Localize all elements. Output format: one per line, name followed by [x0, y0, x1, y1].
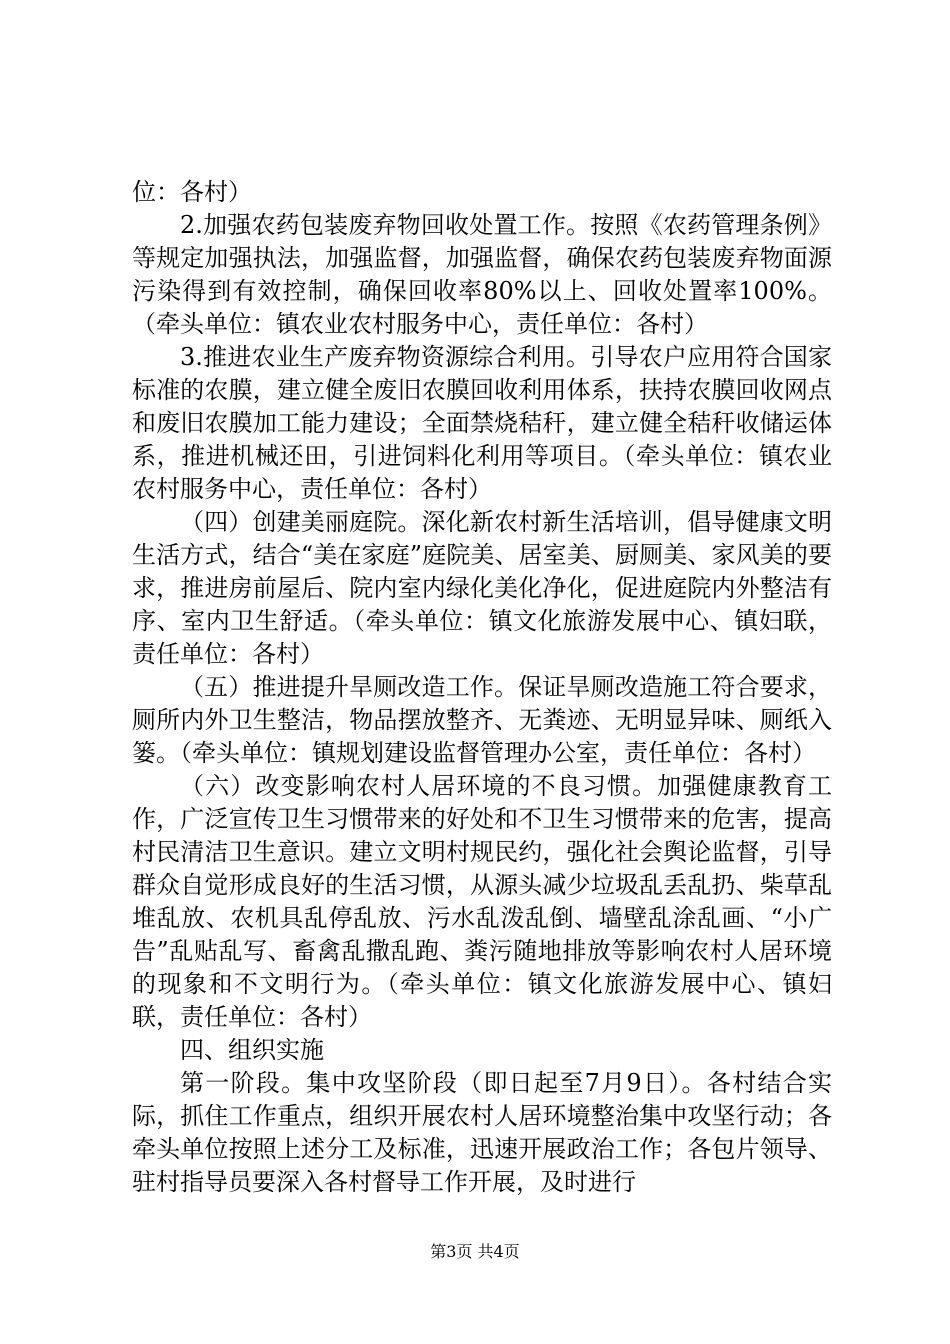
- paragraph-continuation: 位：各村）: [132, 178, 252, 206]
- paragraph-phase-one: 第一阶段。集中攻坚阶段（即日起至7月9日）。各村结合实际，抓住工作重点，组织开展农村人居环境整治集中攻坚行动；各牵头单位按照上述分工及标准，迅速开展政治工作；各包片领导、驻村指导员要深入各村督导工作开展，及时进行: [132, 1069, 832, 1196]
- section-heading-implementation: 四、组织实施: [180, 1036, 324, 1064]
- paragraph-bad-habits: （六）改变影响农村人居环境的不良习惯。加强健康教育工作，广泛宣传卫生习惯带来的好处和不卫生习惯带来的危害，提高村民清洁卫生意识。建立文明村规民约，强化社会舆论监督，引导群众自觉形成良好的生活习惯，从源头减少垃圾乱丢乱扔、柴草乱堆乱放、农机具乱停乱放、污水乱泼乱倒、墙壁乱涂乱画、“小广告”乱贴乱写、畜禽乱撒乱跑、粪污随地排放等影响农村人居环境的现象和不文明行为。（牵头单位：镇文化旅游发展中心、镇妇联，责任单位：各村）: [132, 772, 832, 1031]
- paragraph-toilet-renovation: （五）推进提升旱厕改造工作。保证旱厕改造施工符合要求，厕所内外卫生整洁，物品摆放整齐、无粪迹、无明显异味、厕纸入篓。（牵头单位：镇规划建设监督管理办公室，责任单位：各村）: [132, 673, 832, 767]
- paragraph-beautiful-courtyard: （四）创建美丽庭院。深化新农村新生活培训，倡导健康文明生活方式，结合“美在家庭”庭院美、居室美、厨厕美、家风美的要求，推进房前屋后、院内室内绿化美化净化，促进庭院内外整洁有序、室内卫生舒适。（牵头单位：镇文化旅游发展中心、镇妇联，责任单位：各村）: [132, 508, 832, 668]
- paragraph-pesticide-packaging: 2.加强农药包装废弃物回收处置工作。按照《农药管理条例》等规定加强执法，加强监督，加强监督，确保农药包装废弃物面源污染得到有效控制，确保回收率80%以上、回收处置率100%。（牵头单位：镇农业农村服务中心，责任单位：各村）: [132, 211, 832, 338]
- document-body: [132, 176, 832, 1199]
- page-footer: 第3页 共4页: [430, 1242, 520, 1261]
- paragraph-agri-waste-utilization: 3.推进农业生产废弃物资源综合利用。引导农户应用符合国家标准的农膜，建立健全废旧农膜回收利用体系，扶持农膜回收网点和废旧农膜加工能力建设；全面禁烧秸秆，建立健全秸秆收储运体系，推进机械还田，引进饲料化利用等项目。（牵头单位：镇农业农村服务中心，责任单位：各村）: [132, 343, 832, 503]
